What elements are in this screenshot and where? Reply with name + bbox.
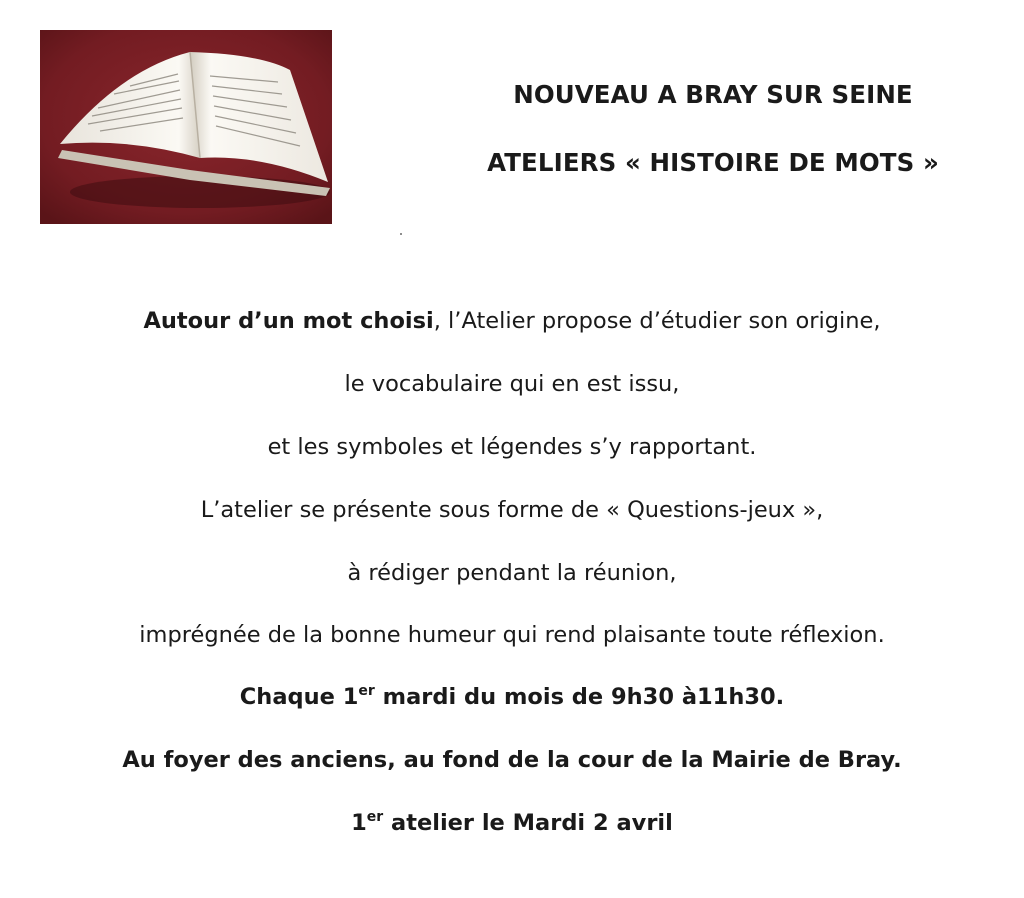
scan-speck xyxy=(400,233,402,235)
schedule-line xyxy=(0,684,1024,710)
first-session-line xyxy=(0,810,1024,836)
body-line-2: le vocabulaire qui en est issu, xyxy=(344,371,680,397)
schedule-ordinal: er xyxy=(358,683,375,699)
intro-bold-text: Autour d’un mot choisi xyxy=(143,308,434,334)
first-session-ordinal: er xyxy=(366,809,384,825)
schedule-suffix: mardi du mois de 9h30 à11h30. xyxy=(374,684,785,710)
intro-rest-text: , l’Atelier propose d’étudier son origine, xyxy=(433,308,881,334)
intro-line xyxy=(0,308,1024,334)
body-line-6: imprégnée de la bonne humeur qui rend plaisante toute réflexion. xyxy=(139,622,885,648)
body-line-3: et les symboles et légendes s’y rapportant. xyxy=(267,434,757,460)
first-session-prefix: 1 xyxy=(351,810,367,836)
main-title: NOUVEAU A BRAY SUR SEINE xyxy=(513,80,913,109)
schedule-prefix: Chaque 1 xyxy=(239,684,359,710)
body-line-5: à rédiger pendant la réunion, xyxy=(347,560,677,586)
body-line-4: L’atelier se présente sous forme de « Questions-jeux », xyxy=(200,497,824,523)
first-session-suffix: atelier le Mardi 2 avril xyxy=(383,810,673,836)
sub-title: ATELIERS « HISTOIRE DE MOTS » xyxy=(487,148,939,177)
open-book-icon xyxy=(40,30,332,224)
location-line: Au foyer des anciens, au fond de la cour de la Mairie de Bray. xyxy=(122,747,902,773)
